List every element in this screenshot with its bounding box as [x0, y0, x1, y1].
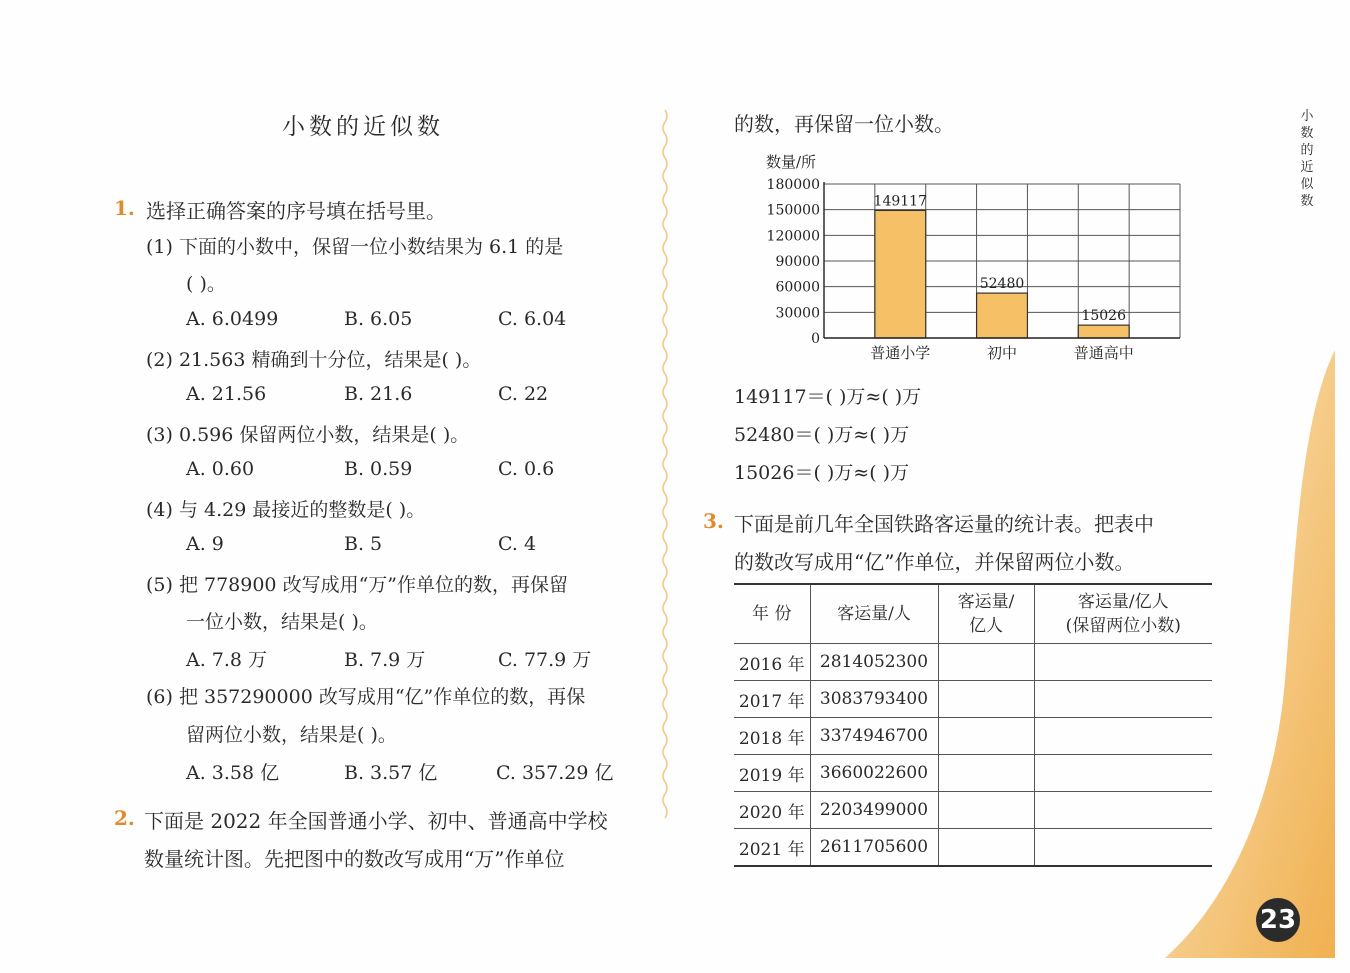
question-1-prompt: 选择正确答案的序号填在括号里。: [146, 199, 446, 223]
bar-data-label: 52480: [979, 276, 1025, 293]
question-2-text-end: 的数，再保留一位小数。: [734, 112, 954, 136]
header-rounded-line2: (保留两位小数): [1065, 616, 1181, 636]
answer-cell-yi[interactable]: [938, 681, 1034, 718]
side-chapter-label: 小数的近似数: [1300, 109, 1314, 209]
y-tick-label: 30000: [775, 305, 820, 322]
question-3-text-cont: 的数改写成用“亿”作单位，并保留两位小数。: [734, 550, 1135, 574]
y-tick-label: 120000: [766, 228, 820, 245]
q1-item-1-option-c: C. 6.04: [498, 308, 567, 330]
y-axis-label: 数量/所: [766, 153, 817, 171]
q1-item-1-blank: ( )。: [186, 273, 226, 295]
value-cell: 3374946700: [810, 718, 938, 755]
bar-1: [875, 210, 926, 338]
q1-item-6-option-b: B. 3.57 亿: [344, 762, 438, 784]
q1-item-1-option-b: B. 6.05: [344, 308, 413, 330]
answer-cell-yi[interactable]: [938, 792, 1034, 829]
q1-item-2-option-b: B. 21.6: [344, 383, 413, 405]
header-year: 年 份: [734, 584, 810, 644]
page-title: 小数的近似数: [282, 114, 444, 140]
year-cell: 2017 年: [734, 681, 810, 718]
q1-item-3-option-c: C. 0.6: [498, 458, 555, 480]
y-tick-label: 0: [811, 331, 820, 347]
value-cell: 2814052300: [810, 644, 938, 681]
y-tick-label: 150000: [766, 202, 820, 219]
q1-item-5-option-c: C. 77.9 万: [498, 649, 592, 671]
q1-item-6-text-cont: 留两位小数，结果是( )。: [186, 724, 397, 746]
answer-cell-rounded[interactable]: [1034, 718, 1212, 755]
question-number-3: 3.: [703, 509, 724, 533]
q1-item-4-option-a: A. 9: [186, 533, 224, 555]
answer-cell-yi[interactable]: [938, 829, 1034, 867]
header-passengers-rounded: [1034, 584, 1212, 644]
q1-item-4-option-c: C. 4: [498, 533, 537, 555]
q1-item-1-text: (1) 下面的小数中，保留一位小数结果为 6.1 的是: [146, 236, 564, 258]
answer-cell-yi[interactable]: [938, 755, 1034, 792]
bar-2: [977, 293, 1028, 338]
q1-item-5-text-cont: 一位小数，结果是( )。: [186, 611, 378, 633]
q1-item-2-option-a: A. 21.56: [186, 383, 267, 405]
q1-item-3-option-b: B. 0.59: [344, 458, 413, 480]
table-row: [734, 681, 1212, 718]
x-category-label: 普通小学: [870, 344, 931, 362]
answer-cell-rounded[interactable]: [1034, 792, 1212, 829]
header-passengers-yi-line2: 亿人: [969, 616, 1003, 636]
year-cell: 2018 年: [734, 718, 810, 755]
table-row: [734, 829, 1212, 867]
bar-3: [1078, 325, 1129, 338]
answer-cell-yi[interactable]: [938, 718, 1034, 755]
q1-item-5-option-b: B. 7.9 万: [344, 649, 426, 671]
q1-item-3-option-a: A. 0.60: [186, 458, 255, 480]
question-2-text: 下面是 2022 年全国普通小学、初中、普通高中学校: [144, 809, 608, 833]
q1-item-4-text: (4) 与 4.29 最接近的整数是( )。: [146, 499, 426, 521]
header-rounded-line1: 客运量/亿人: [1077, 592, 1169, 612]
value-cell: 3083793400: [810, 681, 938, 718]
conversion-line-2: 52480＝( )万≈( )万: [734, 424, 910, 446]
q1-item-1-option-a: A. 6.0499: [186, 308, 279, 330]
bar-data-label: 15026: [1081, 308, 1126, 325]
question-3-text: 下面是前几年全国铁路客运量的统计表。把表中: [734, 512, 1154, 536]
q1-item-6-option-c: C. 357.29 亿: [496, 762, 614, 784]
q1-item-4-option-b: B. 5: [344, 533, 383, 555]
table-row: [734, 792, 1212, 829]
x-category-label: 初中: [986, 344, 1018, 362]
q1-item-5-text: (5) 把 778900 改写成用“万”作单位的数，再保留: [146, 574, 568, 596]
conversion-line-1: 149117＝( )万≈( )万: [734, 386, 922, 408]
bar-data-label: 149117: [873, 193, 928, 210]
answer-cell-rounded[interactable]: [1034, 681, 1212, 718]
q1-item-3-text: (3) 0.596 保留两位小数，结果是( )。: [146, 424, 470, 446]
railway-passenger-table: [734, 583, 1212, 867]
table-row: [734, 718, 1212, 755]
table-row: [734, 644, 1212, 681]
x-category-label: 普通高中: [1073, 344, 1134, 362]
question-2-text-cont: 数量统计图。先把图中的数改写成用“万”作单位: [144, 847, 565, 871]
header-passengers: 客运量/人: [810, 584, 938, 644]
answer-cell-rounded[interactable]: [1034, 755, 1212, 792]
y-tick-label: 180000: [766, 177, 820, 193]
q1-item-2-option-c: C. 22: [498, 383, 549, 405]
answer-cell-rounded[interactable]: [1034, 644, 1212, 681]
table-row: [734, 755, 1212, 792]
year-cell: 2019 年: [734, 755, 810, 792]
year-cell: 2020 年: [734, 792, 810, 829]
conversion-line-3: 15026＝( )万≈( )万: [734, 462, 910, 484]
q1-item-6-text: (6) 把 357290000 改写成用“亿”作单位的数，再保: [146, 686, 586, 708]
page-number: 23: [1256, 898, 1300, 942]
year-cell: 2016 年: [734, 644, 810, 681]
question-number-1: 1.: [114, 196, 135, 220]
q1-item-2-text: (2) 21.563 精确到十分位，结果是( )。: [146, 349, 482, 371]
value-cell: 2611705600: [810, 829, 938, 867]
answer-cell-yi[interactable]: [938, 644, 1034, 681]
school-count-bar-chart: [730, 145, 1200, 370]
q1-item-5-option-a: A. 7.8 万: [186, 649, 268, 671]
year-cell: 2021 年: [734, 829, 810, 867]
header-passengers-yi-line1: 客运量/: [957, 592, 1015, 612]
value-cell: 3660022600: [810, 755, 938, 792]
q1-item-6-option-a: A. 3.58 亿: [186, 762, 280, 784]
y-tick-label: 90000: [775, 254, 820, 270]
y-tick-label: 60000: [775, 279, 820, 296]
header-passengers-yi: [938, 584, 1034, 644]
question-number-2: 2.: [114, 806, 135, 830]
value-cell: 2203499000: [810, 792, 938, 829]
answer-cell-rounded[interactable]: [1034, 829, 1212, 867]
